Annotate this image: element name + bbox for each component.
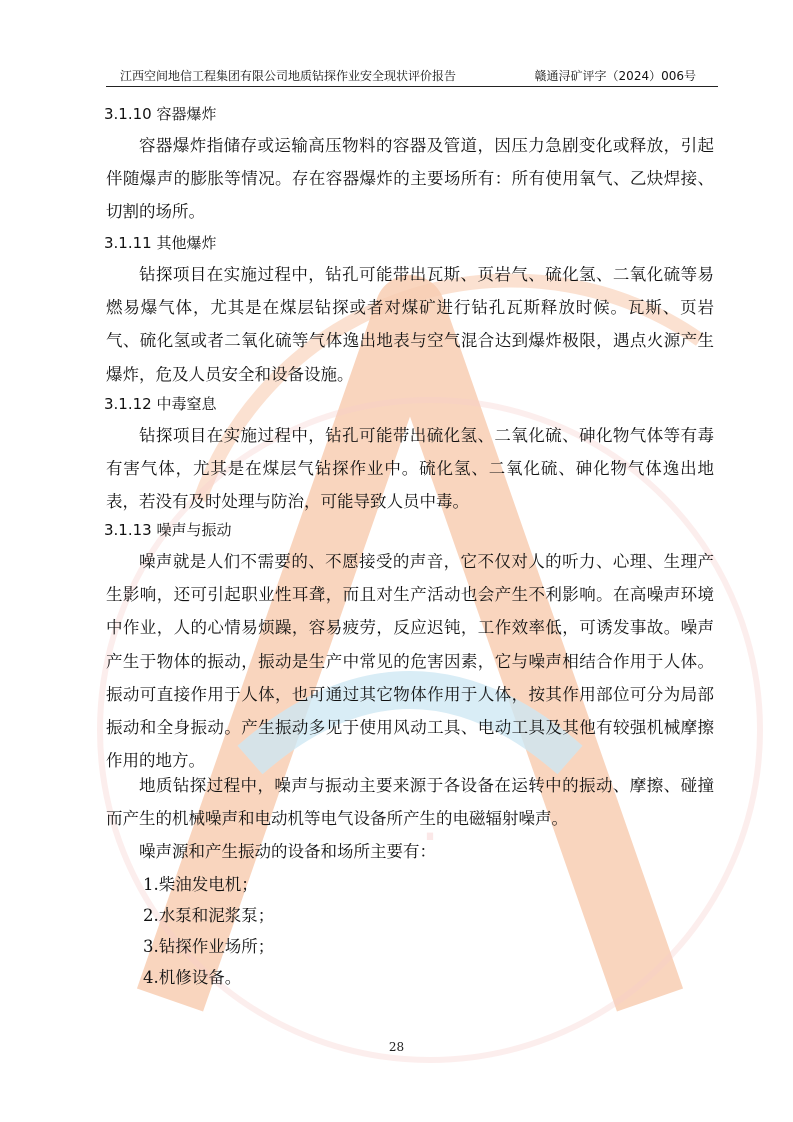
header-report-title: 江西空间地信工程集团有限公司地质钻探作业安全现状评价报告 <box>120 69 457 83</box>
section-heading-noise-vibration: 3.1.13 噪声与振动 <box>104 521 232 539</box>
header-document-number: 赣通浔矿评字（2024）006号 <box>534 69 696 83</box>
list-item: 3.钻探作业场所； <box>143 937 275 956</box>
paragraph: 钻探项目在实施过程中，钻孔可能带出瓦斯、页岩气、硫化氢、二氧化硫等易燃易爆气体，尤其是在煤层钻探或者对煤矿进行钻孔瓦斯释放时候。瓦斯、页岩气、硫化氢或者二氧化硫等气体逸出地表与空气混合达到爆炸极限，遇点火源产生爆炸，危及人员安全和设备设施。 <box>106 265 714 384</box>
paragraph: 噪声源和产生振动的设备和场所主要有： <box>139 842 436 861</box>
paragraph: 噪声就是人们不需要的、不愿接受的声音，它不仅对人的听力、心理、生理产生影响，还可引起职业性耳聋，而且对生产活动也会产生不利影响。在高噪声环境中作业，人的心情易烦躁，容易疲劳，反应迟钝，工作效率低，可诱发事故。噪声产生于物体的振动，振动是生产中常见的危害因素，它与噪声相结合作用于人体。振动可直接作用于人体，也可通过其它物体作用于人体，按其作用部位可分为局部振动和全身振动。产生振动多见于使用风动工具、电动工具及其他有较强机械摩擦作用的地方。 <box>106 552 714 771</box>
svg-text:.: . <box>420 785 440 855</box>
list-item: 1.柴油发电机； <box>143 875 258 894</box>
section-heading-container-explosion: 3.1.10 容器爆炸 <box>104 105 217 123</box>
section-heading-poisoning-suffocation: 3.1.12 中毒窒息 <box>104 395 217 413</box>
paragraph: 钻探项目在实施过程中，钻孔可能带出硫化氢、二氧化硫、砷化物气体等有毒有害气体，尤其是在煤层气钻探作业中。硫化氢、二氧化硫、砷化物气体逸出地表，若没有及时处理与防治，可能导致人员中毒。 <box>106 426 714 512</box>
list-item: 4.机修设备。 <box>143 968 242 987</box>
list-item: 2.水泵和泥浆泵； <box>143 906 275 925</box>
page-header <box>106 66 718 87</box>
page-number: 28 <box>388 1040 405 1054</box>
paragraph: 容器爆炸指储存或运输高压物料的容器及管道，因压力急剧变化或释放，引起伴随爆声的膨胀等情况。存在容器爆炸的主要场所有：所有使用氧气、乙炔焊接、切割的场所。 <box>106 136 714 222</box>
section-heading-other-explosion: 3.1.11 其他爆炸 <box>104 234 217 252</box>
paragraph: 地质钻探过程中，噪声与振动主要来源于各设备在运转中的振动、摩擦、碰撞而产生的机械噪声和电动机等电气设备所产生的电磁辐射噪声。 <box>106 776 714 829</box>
